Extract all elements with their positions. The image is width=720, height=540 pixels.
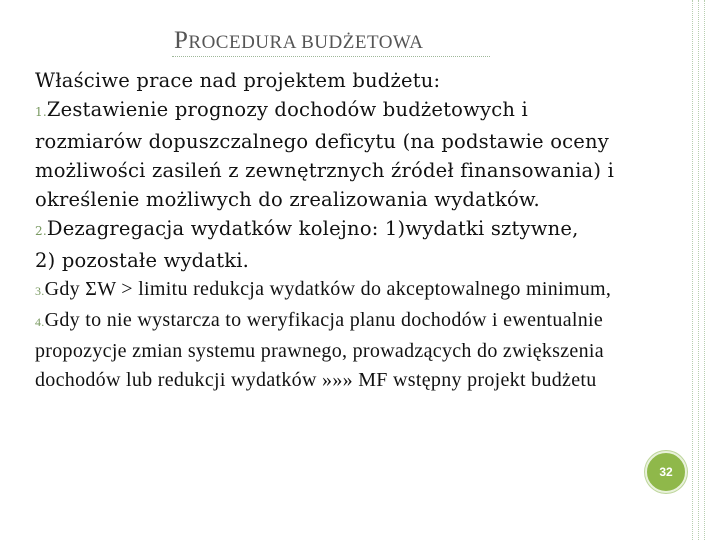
title-rest: ROCEDURA BUDŻETOWA	[188, 32, 424, 53]
item-text: Dezagregacja wydatków kolejno: 1)wydatki sztywne,	[46, 217, 579, 240]
slide-title	[174, 27, 423, 55]
item-number: 2.	[35, 224, 47, 238]
list-item-2	[35, 214, 635, 246]
title-first-letter: P	[174, 27, 189, 54]
item-text: Zestawienie prognozy dochodów budżetowych i rozmiarów dopuszczalnego deficytu (na podstawie oceny możliwości zasileń z zewnętrznych źródeł finansowania) i określenie możliwych do zrealizowania wydatków.	[35, 98, 615, 211]
decorative-frame-line	[692, 0, 693, 540]
item-number: 3.	[35, 284, 45, 298]
list-item-3	[35, 275, 635, 306]
item-text: 2) pozostałe wydatki.	[35, 249, 250, 272]
decorative-frame-line	[698, 0, 699, 540]
item-text: Gdy ΣW > limitu redukcja wydatków do akceptowalnego minimum,	[44, 278, 612, 300]
item-number: 4.	[35, 315, 45, 329]
title-underline	[172, 56, 490, 57]
decorative-frame-line	[704, 0, 705, 540]
page-number-badge: 32	[645, 451, 687, 493]
slide-body	[35, 66, 635, 395]
list-item-4	[35, 306, 635, 395]
list-item-2-continued	[35, 246, 635, 275]
intro-text: Właściwe prace nad projektem budżetu:	[35, 69, 441, 92]
item-number: 1.	[35, 105, 47, 119]
item-text: Gdy to nie wystarcza to weryfikacja planu dochodów i ewentualnie propozycje zmian systemu prawnego, prowadzących do zwiększenia dochodów lub redukcji wydatków »»» MF wstępny projekt budżetu	[35, 309, 604, 391]
list-item-1	[35, 95, 635, 214]
